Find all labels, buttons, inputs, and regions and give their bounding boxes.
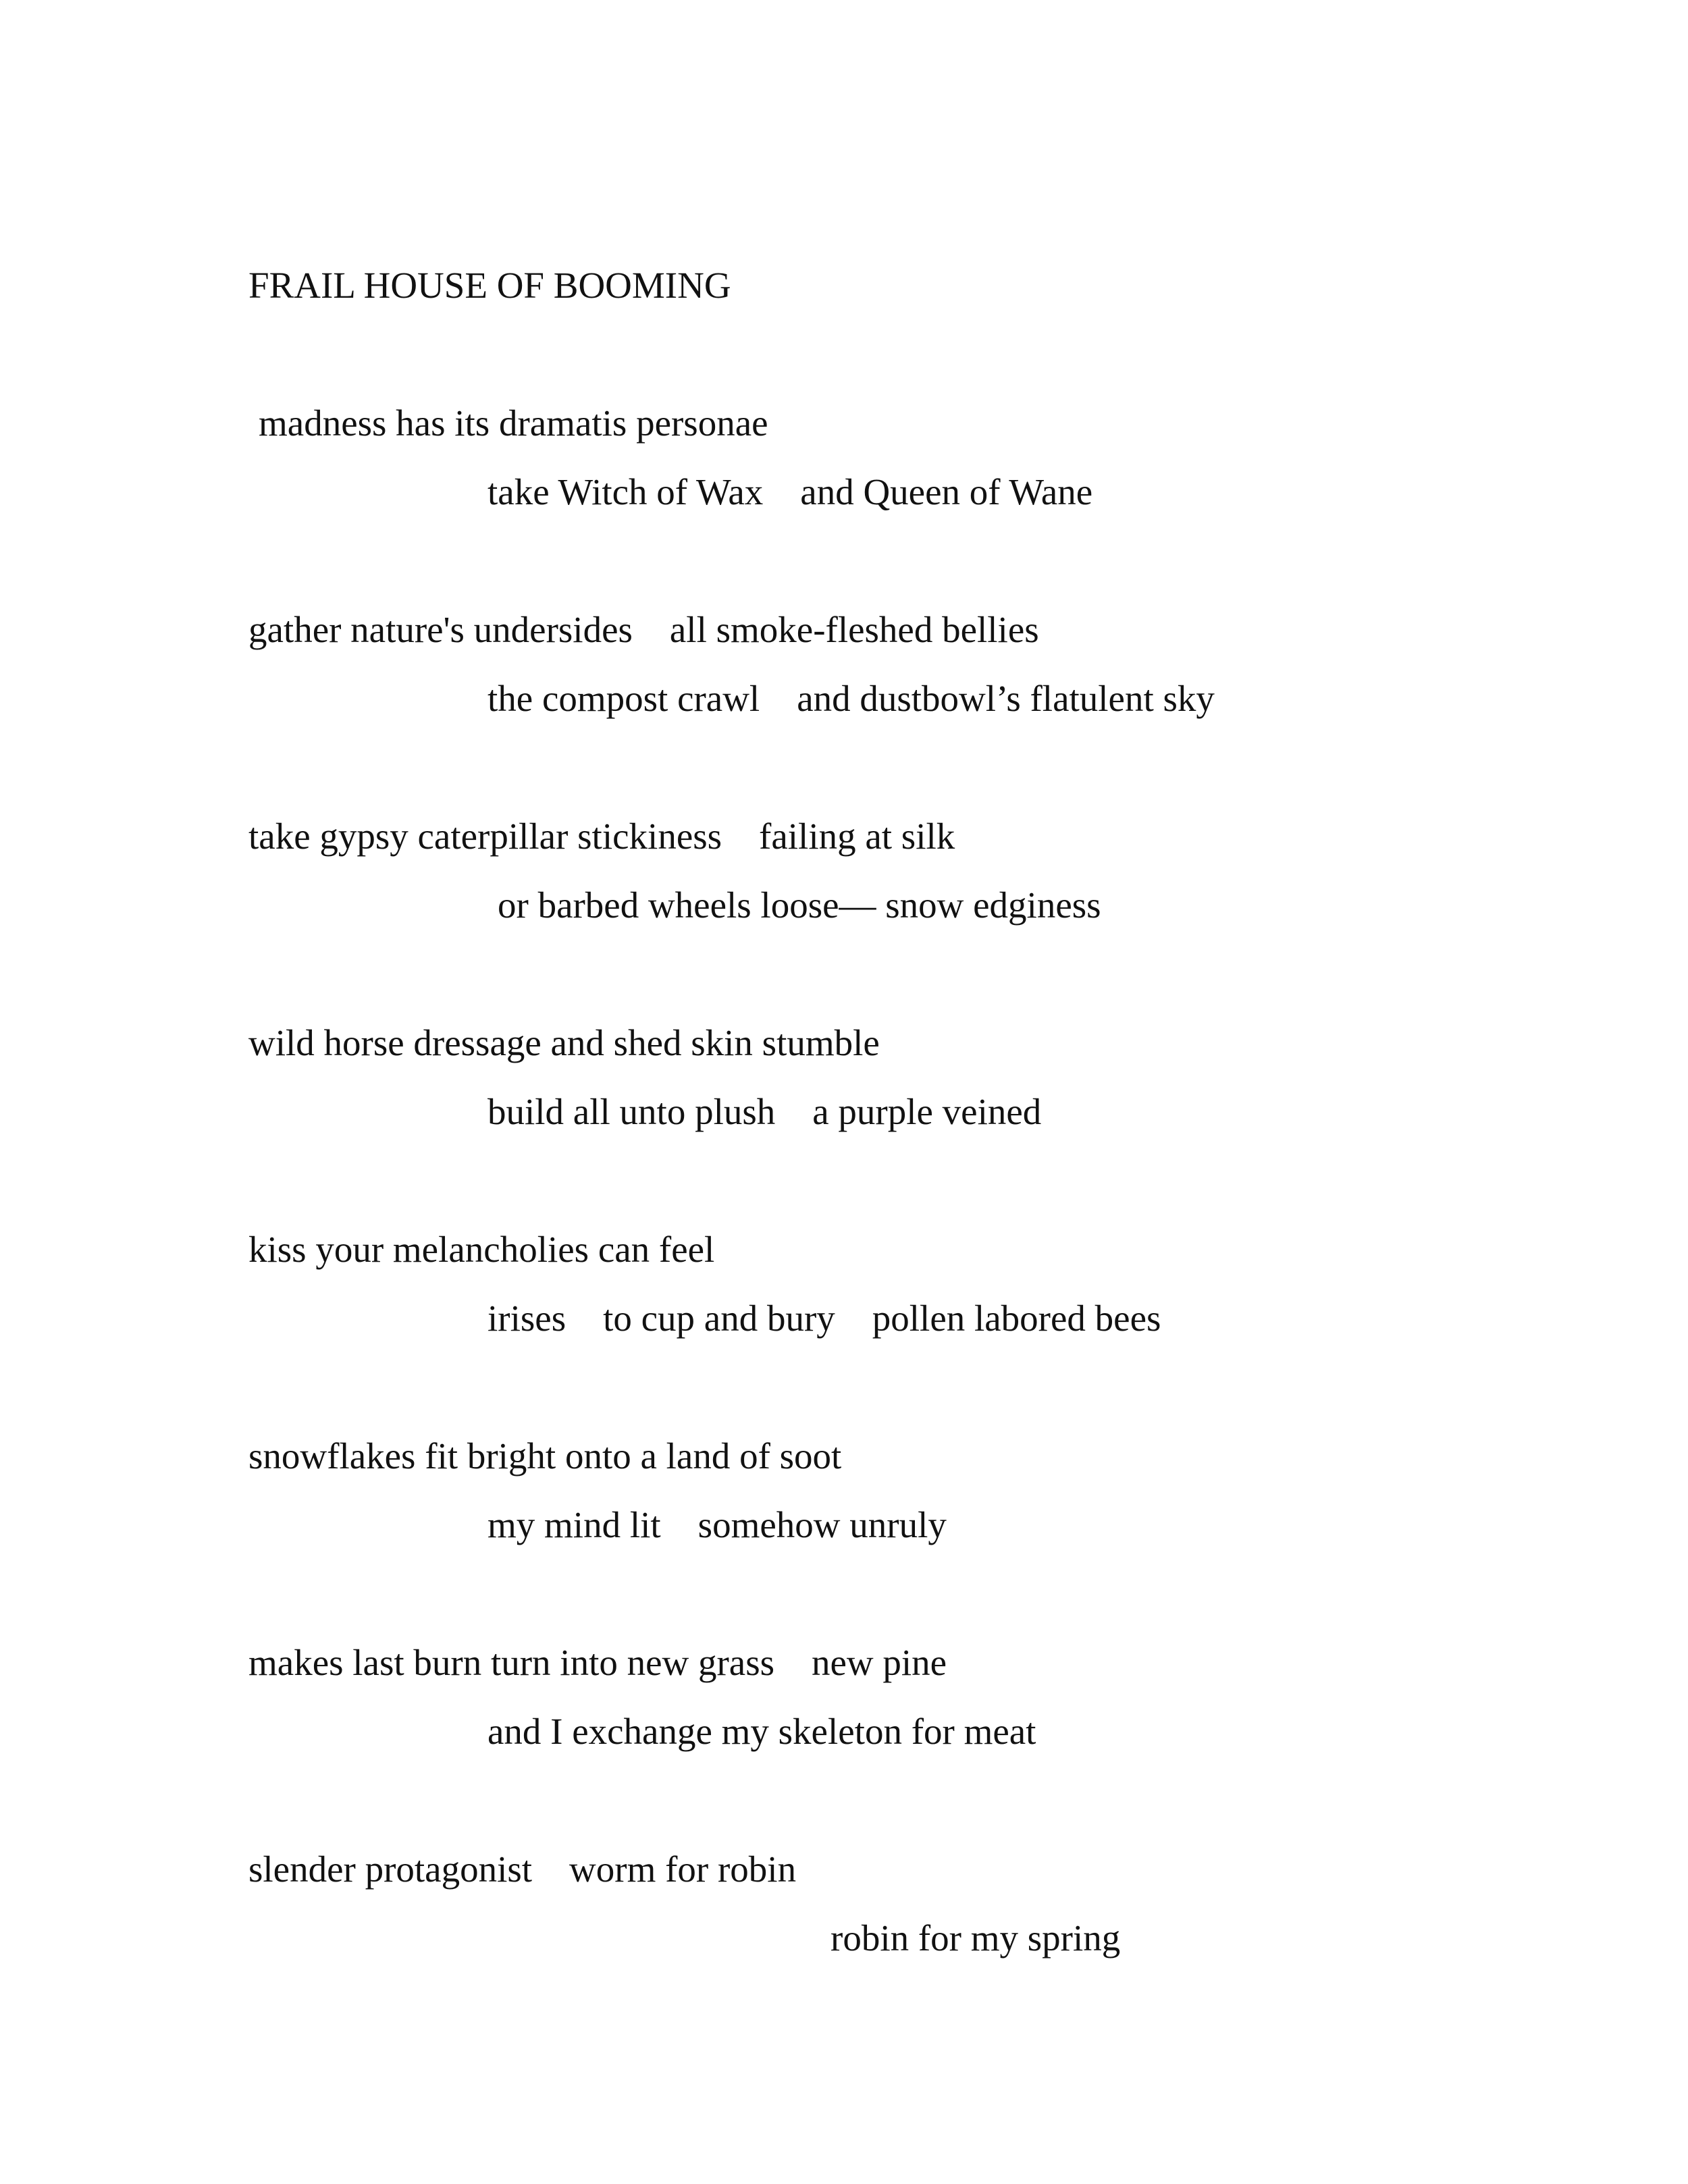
poem-title: FRAIL HOUSE OF BOOMING — [248, 265, 731, 306]
stanza-2-line-1: gather nature's undersides all smoke-fleshed bellies — [248, 609, 1039, 650]
stanza-1-line-2: take Witch of Wax and Queen of Wane — [487, 471, 1093, 512]
stanza-3-line-2: or barbed wheels loose— snow edginess — [498, 884, 1101, 926]
stanza-2-line-2: the compost crawl and dustbowl’s flatulent sky — [487, 678, 1215, 719]
stanza-4-line-1: wild horse dressage and shed skin stumble — [248, 1022, 880, 1063]
stanza-3-line-1: take gypsy caterpillar stickiness failing at silk — [248, 816, 955, 857]
stanza-1-line-1: madness has its dramatis personae — [259, 402, 768, 444]
stanza-8-line-2: robin for my spring — [830, 1917, 1121, 1959]
stanza-5-line-2: irises to cup and bury pollen labored bees — [487, 1298, 1161, 1339]
stanza-7-line-1: makes last burn turn into new grass new pine — [248, 1642, 947, 1683]
stanza-5-line-1: kiss your melancholies can feel — [248, 1229, 715, 1270]
stanza-6-line-2: my mind lit somehow unruly — [487, 1504, 947, 1545]
stanza-7-line-2: and I exchange my skeleton for meat — [487, 1711, 1036, 1752]
stanza-4-line-2: build all unto plush a purple veined — [487, 1091, 1042, 1132]
stanza-8-line-1: slender protagonist worm for robin — [248, 1848, 797, 1890]
stanza-6-line-1: snowflakes fit bright onto a land of soot — [248, 1435, 842, 1476]
